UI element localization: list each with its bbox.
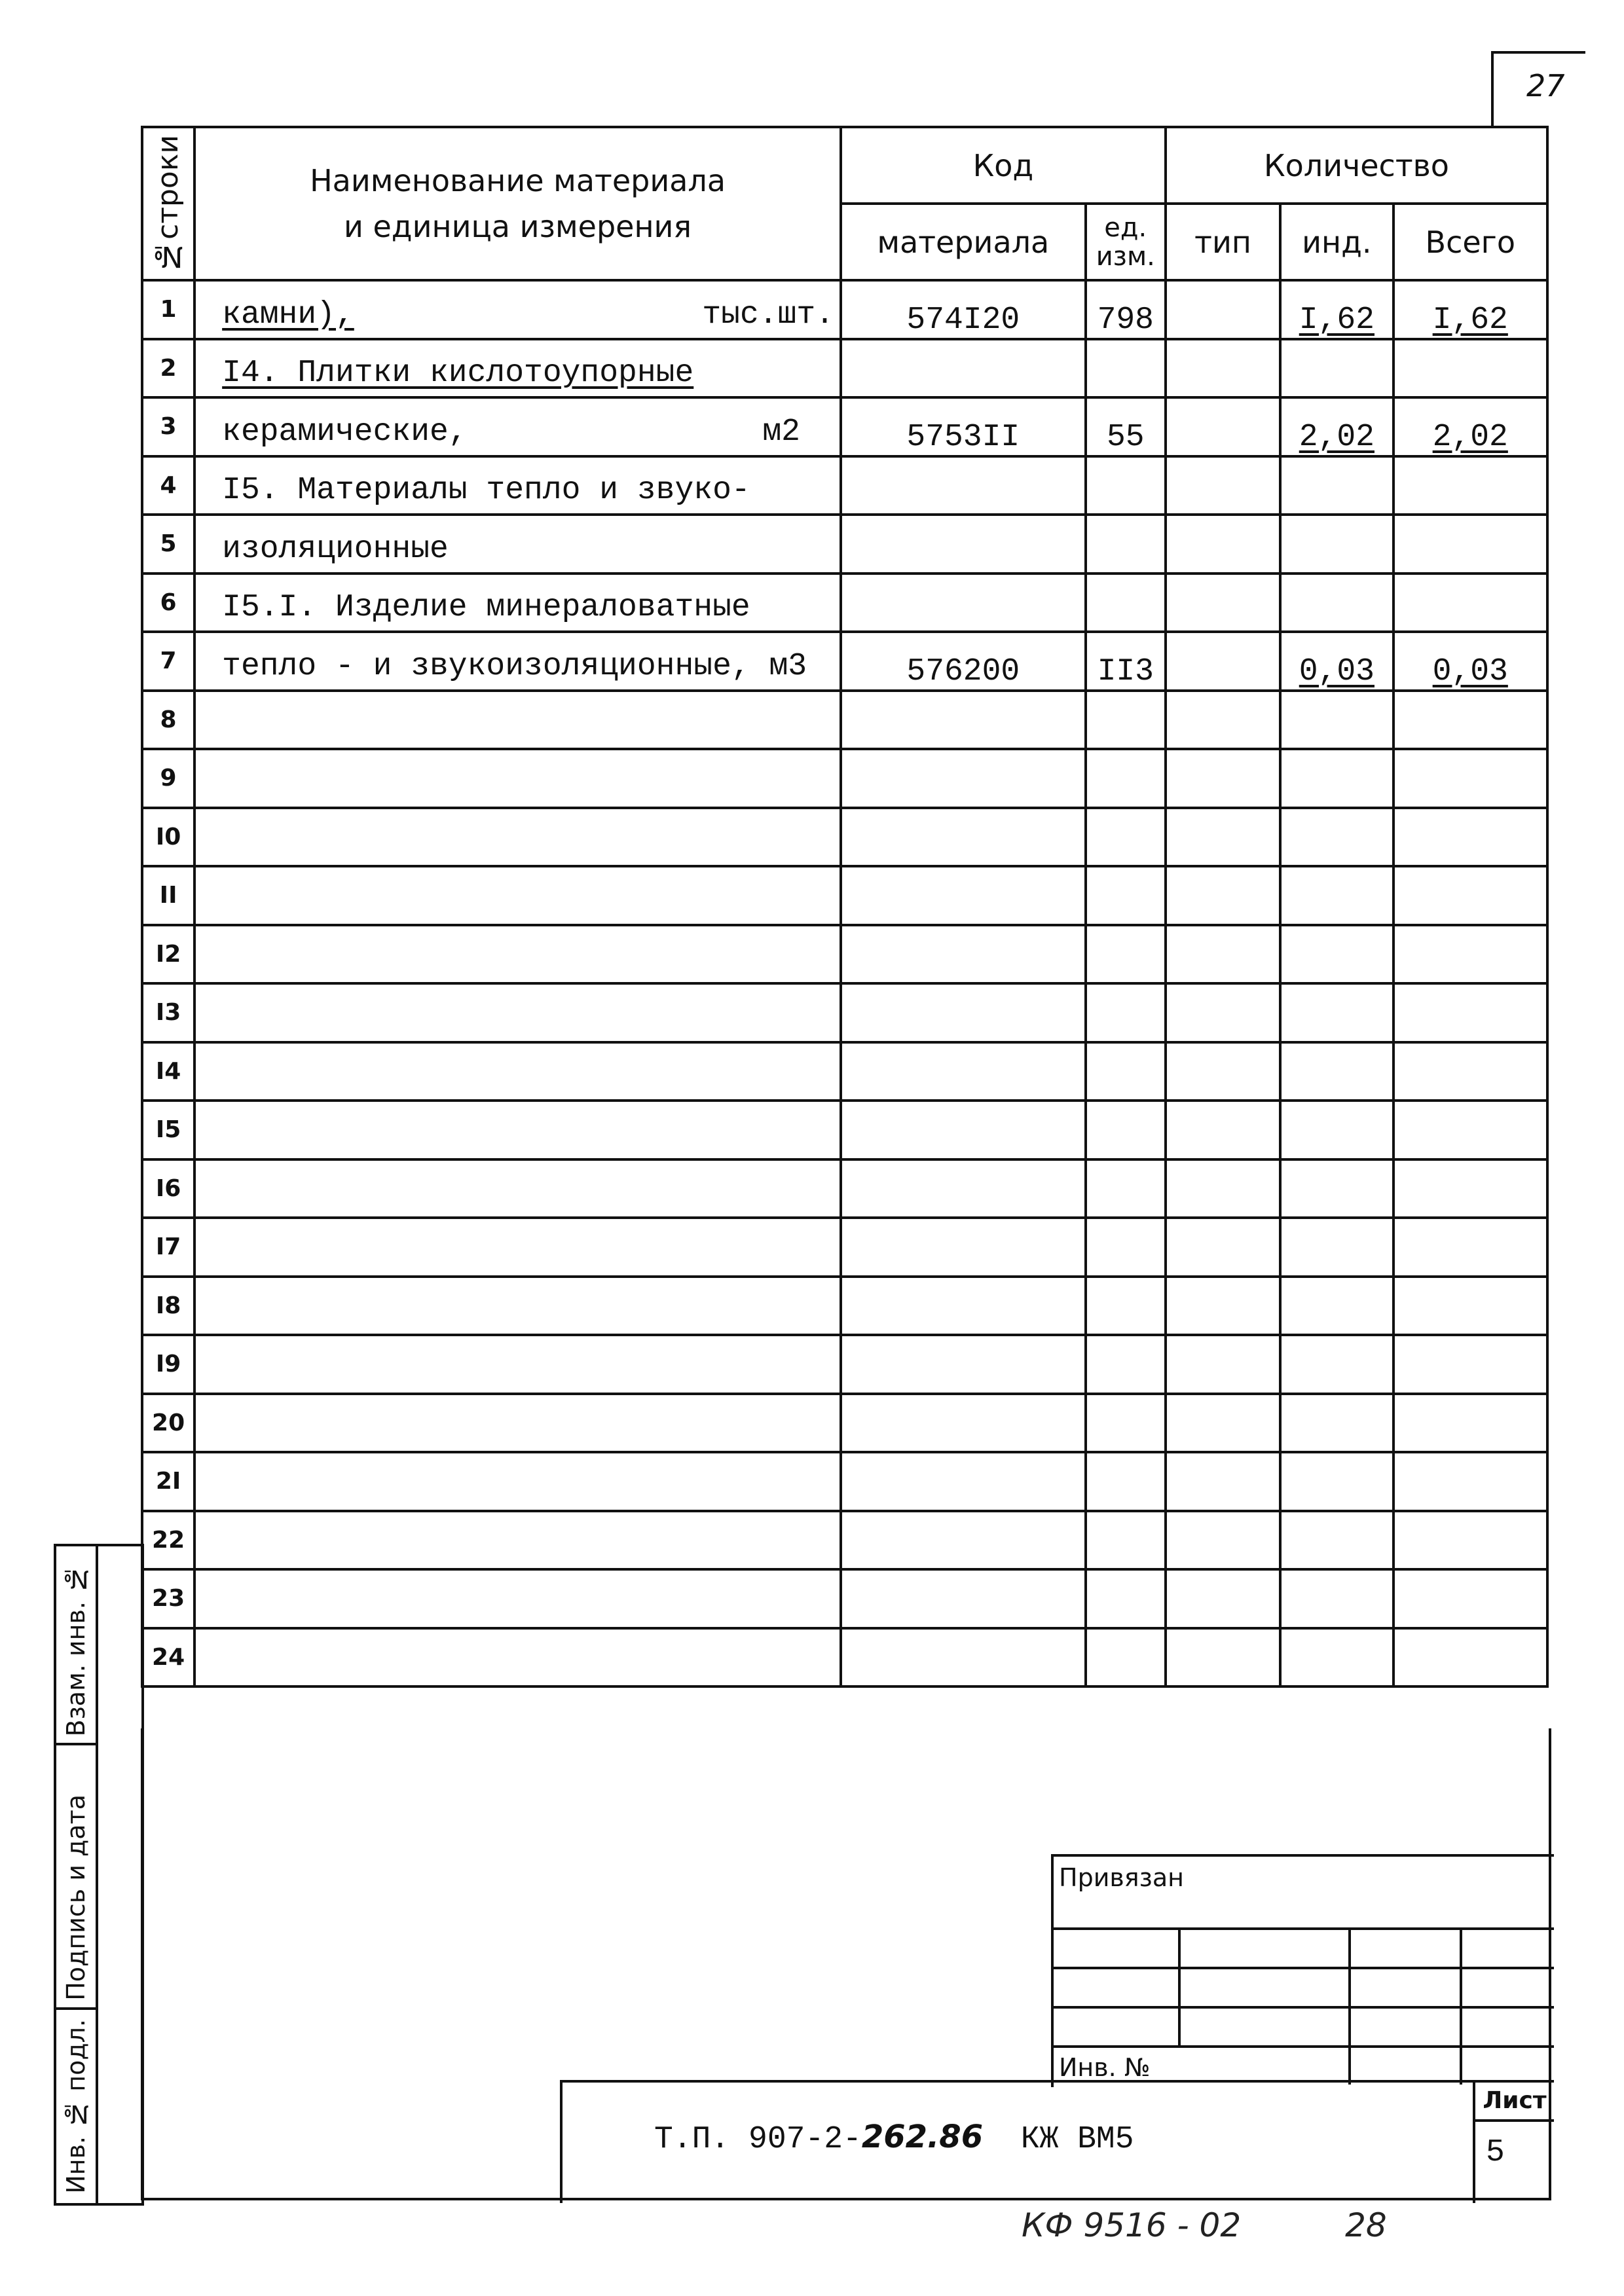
row-total — [1393, 339, 1547, 398]
row-name: I5. Материалы тепло и звуко- — [194, 456, 841, 515]
table-row — [142, 983, 1547, 1042]
materials-table — [141, 126, 1549, 1688]
title-block — [560, 2080, 1554, 2203]
row-total: I,62 — [1393, 280, 1547, 339]
row-name: керамические, м2 — [194, 397, 841, 456]
unit-code-header: ед. изм. — [1086, 204, 1166, 280]
handwritten-page-number: 28 — [1345, 2206, 1387, 2244]
code-group-header: Код — [841, 127, 1166, 204]
table-row — [142, 1218, 1547, 1277]
row-type — [1166, 632, 1280, 691]
row-name: камни), тыс.шт. — [194, 280, 841, 339]
table-row — [142, 280, 1547, 339]
table-row — [142, 1335, 1547, 1394]
row-number: 4 — [142, 456, 194, 515]
material-code-header: материала — [841, 204, 1086, 280]
handwritten-code: КФ 9516 - 02 28 — [1022, 2206, 1387, 2244]
row-number: I6 — [142, 1159, 194, 1218]
row-number: I8 — [142, 1277, 194, 1336]
table-row — [142, 1042, 1547, 1101]
row-ind: 2,02 — [1280, 397, 1393, 456]
row-number: 20 — [142, 1394, 194, 1453]
row-number: I0 — [142, 808, 194, 867]
table-row — [142, 691, 1547, 750]
binding-block — [1051, 1854, 1554, 2087]
row-code: 574I20 — [841, 280, 1086, 339]
row-number: II — [142, 866, 194, 925]
row-total: 2,02 — [1393, 397, 1547, 456]
row-number: I2 — [142, 925, 194, 984]
row-code — [841, 339, 1086, 398]
type-header: тип — [1166, 204, 1280, 280]
row-type — [1166, 280, 1280, 339]
total-header: Всего — [1393, 204, 1547, 280]
inventory-label: Инв. № — [1059, 2053, 1151, 2082]
row-number: 2 — [142, 339, 194, 398]
row-code: 576200 — [841, 632, 1086, 691]
row-number: 2I — [142, 1452, 194, 1511]
row-ind: I,62 — [1280, 280, 1393, 339]
table-row — [142, 632, 1547, 691]
row-number: I5 — [142, 1101, 194, 1159]
document-code: Т.П. 907-2-262.86 КЖ ВМ5 — [654, 2119, 1134, 2157]
row-name: изоляционные — [194, 515, 841, 574]
row-number: 22 — [142, 1511, 194, 1570]
row-total: 0,03 — [1393, 632, 1547, 691]
row-number: 6 — [142, 574, 194, 632]
table-row — [142, 574, 1547, 632]
table-row — [142, 866, 1547, 925]
row-unit-code — [1086, 339, 1166, 398]
table-row — [142, 1101, 1547, 1159]
row-type — [1166, 397, 1280, 456]
table-row — [142, 1628, 1547, 1687]
row-number: I7 — [142, 1218, 194, 1277]
replacement-inventory-field: Взам. инв. № — [56, 1546, 96, 1745]
row-number: 3 — [142, 397, 194, 456]
row-ind: 0,03 — [1280, 632, 1393, 691]
row-number: 24 — [142, 1628, 194, 1687]
quantity-group-header: Количество — [1166, 127, 1547, 204]
binding-label: Привязан — [1059, 1863, 1184, 1892]
row-number: 5 — [142, 515, 194, 574]
row-number: I9 — [142, 1335, 194, 1394]
original-inventory-field: Инв. № подл. — [62, 2019, 90, 2194]
row-number: 9 — [142, 749, 194, 808]
sheet-label: Лист — [1475, 2083, 1554, 2122]
table-row — [142, 1394, 1547, 1453]
row-code: 5753II — [841, 397, 1086, 456]
row-number: 8 — [142, 691, 194, 750]
name-header: Наименование материала и единица измерения — [194, 127, 841, 280]
ind-header: инд. — [1280, 204, 1393, 280]
table-row — [142, 1452, 1547, 1511]
row-unit-code: 55 — [1086, 397, 1166, 456]
row-name: I5.I. Изделие минераловатные — [194, 574, 841, 632]
row-number: 1 — [142, 280, 194, 339]
row-unit-code: II3 — [1086, 632, 1166, 691]
row-unit-code: 798 — [1086, 280, 1166, 339]
frame-line — [141, 1728, 143, 2200]
table-row — [142, 397, 1547, 456]
row-name: I4. Плитки кислотоупорные — [194, 339, 841, 398]
sheet-number: 5 — [1486, 2135, 1505, 2170]
table-row — [142, 749, 1547, 808]
page-number-box — [1491, 51, 1585, 126]
table-row — [142, 1569, 1547, 1628]
table-row — [142, 339, 1547, 398]
table-row — [142, 808, 1547, 867]
row-name: тепло - и звукоизоляционные, м3 — [194, 632, 841, 691]
table-row — [142, 1511, 1547, 1570]
table-row — [142, 456, 1547, 515]
table-row — [142, 1159, 1547, 1218]
margin-stamp — [54, 1544, 144, 2206]
row-type — [1166, 339, 1280, 398]
row-number: 23 — [142, 1569, 194, 1628]
row-number: I3 — [142, 983, 194, 1042]
row-number: 7 — [142, 632, 194, 691]
row-number: I4 — [142, 1042, 194, 1101]
page-number: 27 — [1526, 68, 1565, 103]
table-row — [142, 925, 1547, 984]
table-row — [142, 1277, 1547, 1336]
row-number-header: №строки — [142, 127, 194, 280]
signature-date-field: Подпись и дата — [56, 1745, 96, 2010]
table-row — [142, 515, 1547, 574]
row-ind — [1280, 339, 1393, 398]
